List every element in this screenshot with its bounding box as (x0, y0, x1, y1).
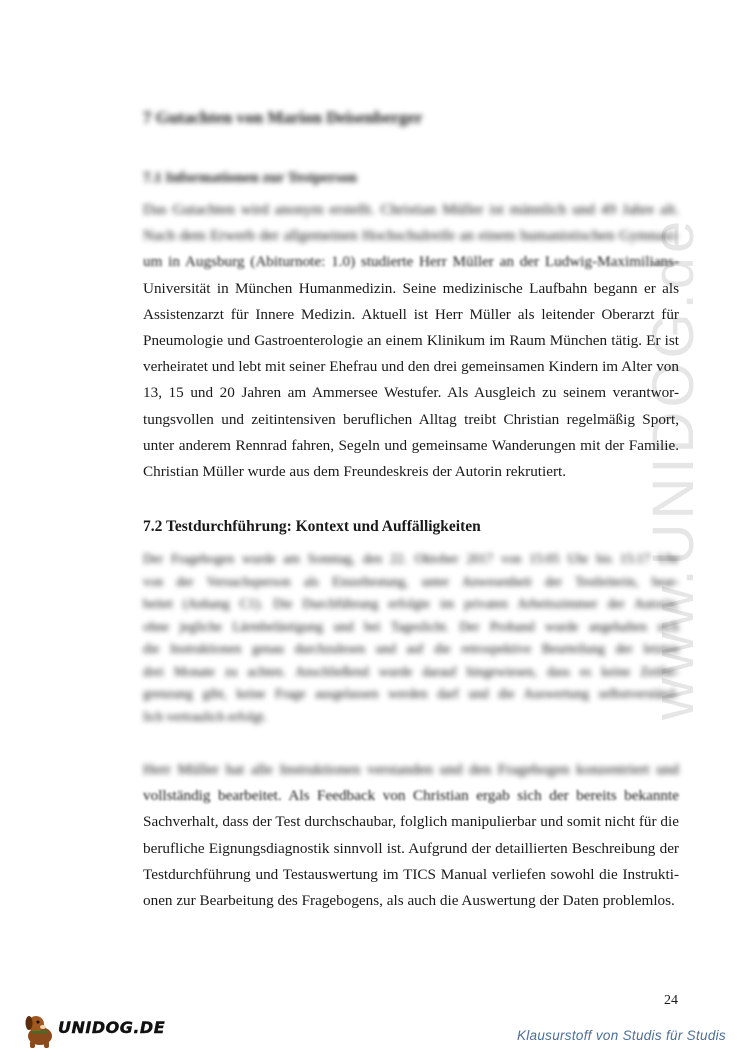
dog-icon (22, 1010, 60, 1050)
text-line: Herr Müller hat alle Instruktionen verstanden und den Fragebogen konzentriert und (143, 761, 679, 778)
paragraph-7-1 (143, 197, 679, 485)
watermark: www.UNIDOG.de (641, 216, 706, 720)
text-line: Sachverhalt, dass der Test durchschaubar, folglich manipulierbar und somit nicht für die (143, 813, 679, 831)
text-line: Christian Müller wurde aus dem Freundeskreis der Autorin rekrutiert. (143, 462, 567, 480)
text-line: beitet (Anhang C1). Die Durchführung erfolgte im privaten Arbeitszimmer der Autorin, (143, 596, 679, 611)
text-line: vollständig bearbeitet. Als Feedback von Christian ergab sich der bereits bekannte (143, 787, 679, 805)
paragraph-7-2b (143, 757, 679, 914)
footer-tagline: Klausurstoff von Studis für Studis (516, 1028, 726, 1043)
heading-7-1: 7.1 Informationen zur Testperson (143, 170, 357, 186)
logo-text: UNIDOG.DE (58, 1018, 166, 1037)
text-line: Der Fragebogen wurde am Sonntag, den 22. Oktober 2017 von 15:05 Uhr bis 15:17 Uhr (143, 551, 679, 566)
text-line: um in Augsburg (Abiturnote: 1.0) studierte Herr Müller an der Ludwig-Maximilians- (143, 253, 679, 271)
text-line: unter anderem Rennrad fahren, Segeln und gemeinsame Wanderungen mit der Familie. (143, 436, 679, 454)
text-line: onen zur Bearbeitung des Fragebogens, als auch die Auswertung der Daten problemlos. (143, 891, 675, 909)
text-line: 13, 15 und 20 Jahren am Ammersee Westufer. Als Ausgleich zu seinem verantwor- (143, 384, 679, 402)
text-line: Testdurchführung und Testauswertung im TICS Manual verliefen sowohl die Instrukti- (143, 865, 679, 883)
text-line: Nach dem Erwerb der allgemeinen Hochschulreife an einem humanistischen Gymnasi- (143, 227, 679, 245)
text-line: lich vertraulich erfolgt. (143, 708, 267, 724)
text-line: Das Gutachten wird anonym erstellt. Christian Müller ist männlich und 49 Jahre alt. (143, 201, 679, 218)
page-number: 24 (664, 993, 678, 1008)
text-line: die Instruktionen genau durchzulesen und auf die retrospektive Beurteilung der letzten (143, 641, 679, 656)
text-line: grenzung gibt, keine Frage ausgelassen werden darf und die Auswertung selbstverständ- (143, 686, 679, 701)
heading-7-2: 7.2 Testdurchführung: Kontext und Auffälligkeiten (143, 518, 481, 535)
text-line: Assistenzarzt für Innere Medizin. Aktuell ist Herr Müller als leitender Oberarzt für (143, 305, 679, 323)
unidog-logo[interactable] (22, 1010, 166, 1050)
text-line: berufliche Eignungsdiagnostik sinnvoll ist. Aufgrund der detaillierten Beschreibung der (143, 839, 679, 857)
text-line: Universität in München Humanmedizin. Seine medizinische Laufbahn begann er als (143, 279, 679, 297)
text-line: ohne jegliche Lärmbelästigung und bei Tageslicht. Der Proband wurde angehalten sich (143, 618, 679, 634)
section-title: 7 Gutachten von Marion Deisenberger (143, 108, 423, 127)
paragraph-7-2a (143, 548, 679, 728)
text-line: tungsvollen und zeitintensiven beruflichen Alltag treibt Christian regelmäßig Sport, (143, 410, 679, 428)
text-line: verheiratet und lebt mit seiner Ehefrau und den drei gemeinsamen Kindern im Alter von (143, 358, 679, 376)
text-line: Pneumologie und Gastroenterologie an einem Klinikum im Raum München tätig. Er ist (143, 331, 679, 349)
text-line: von der Versuchsperson als Einzeltestung, unter Anwesenheit der Testleiterin, bear- (143, 573, 679, 589)
text-line: drei Monate zu achten. Anschließend wurde darauf hingewiesen, dass es keine Zeitbe- (143, 663, 679, 679)
